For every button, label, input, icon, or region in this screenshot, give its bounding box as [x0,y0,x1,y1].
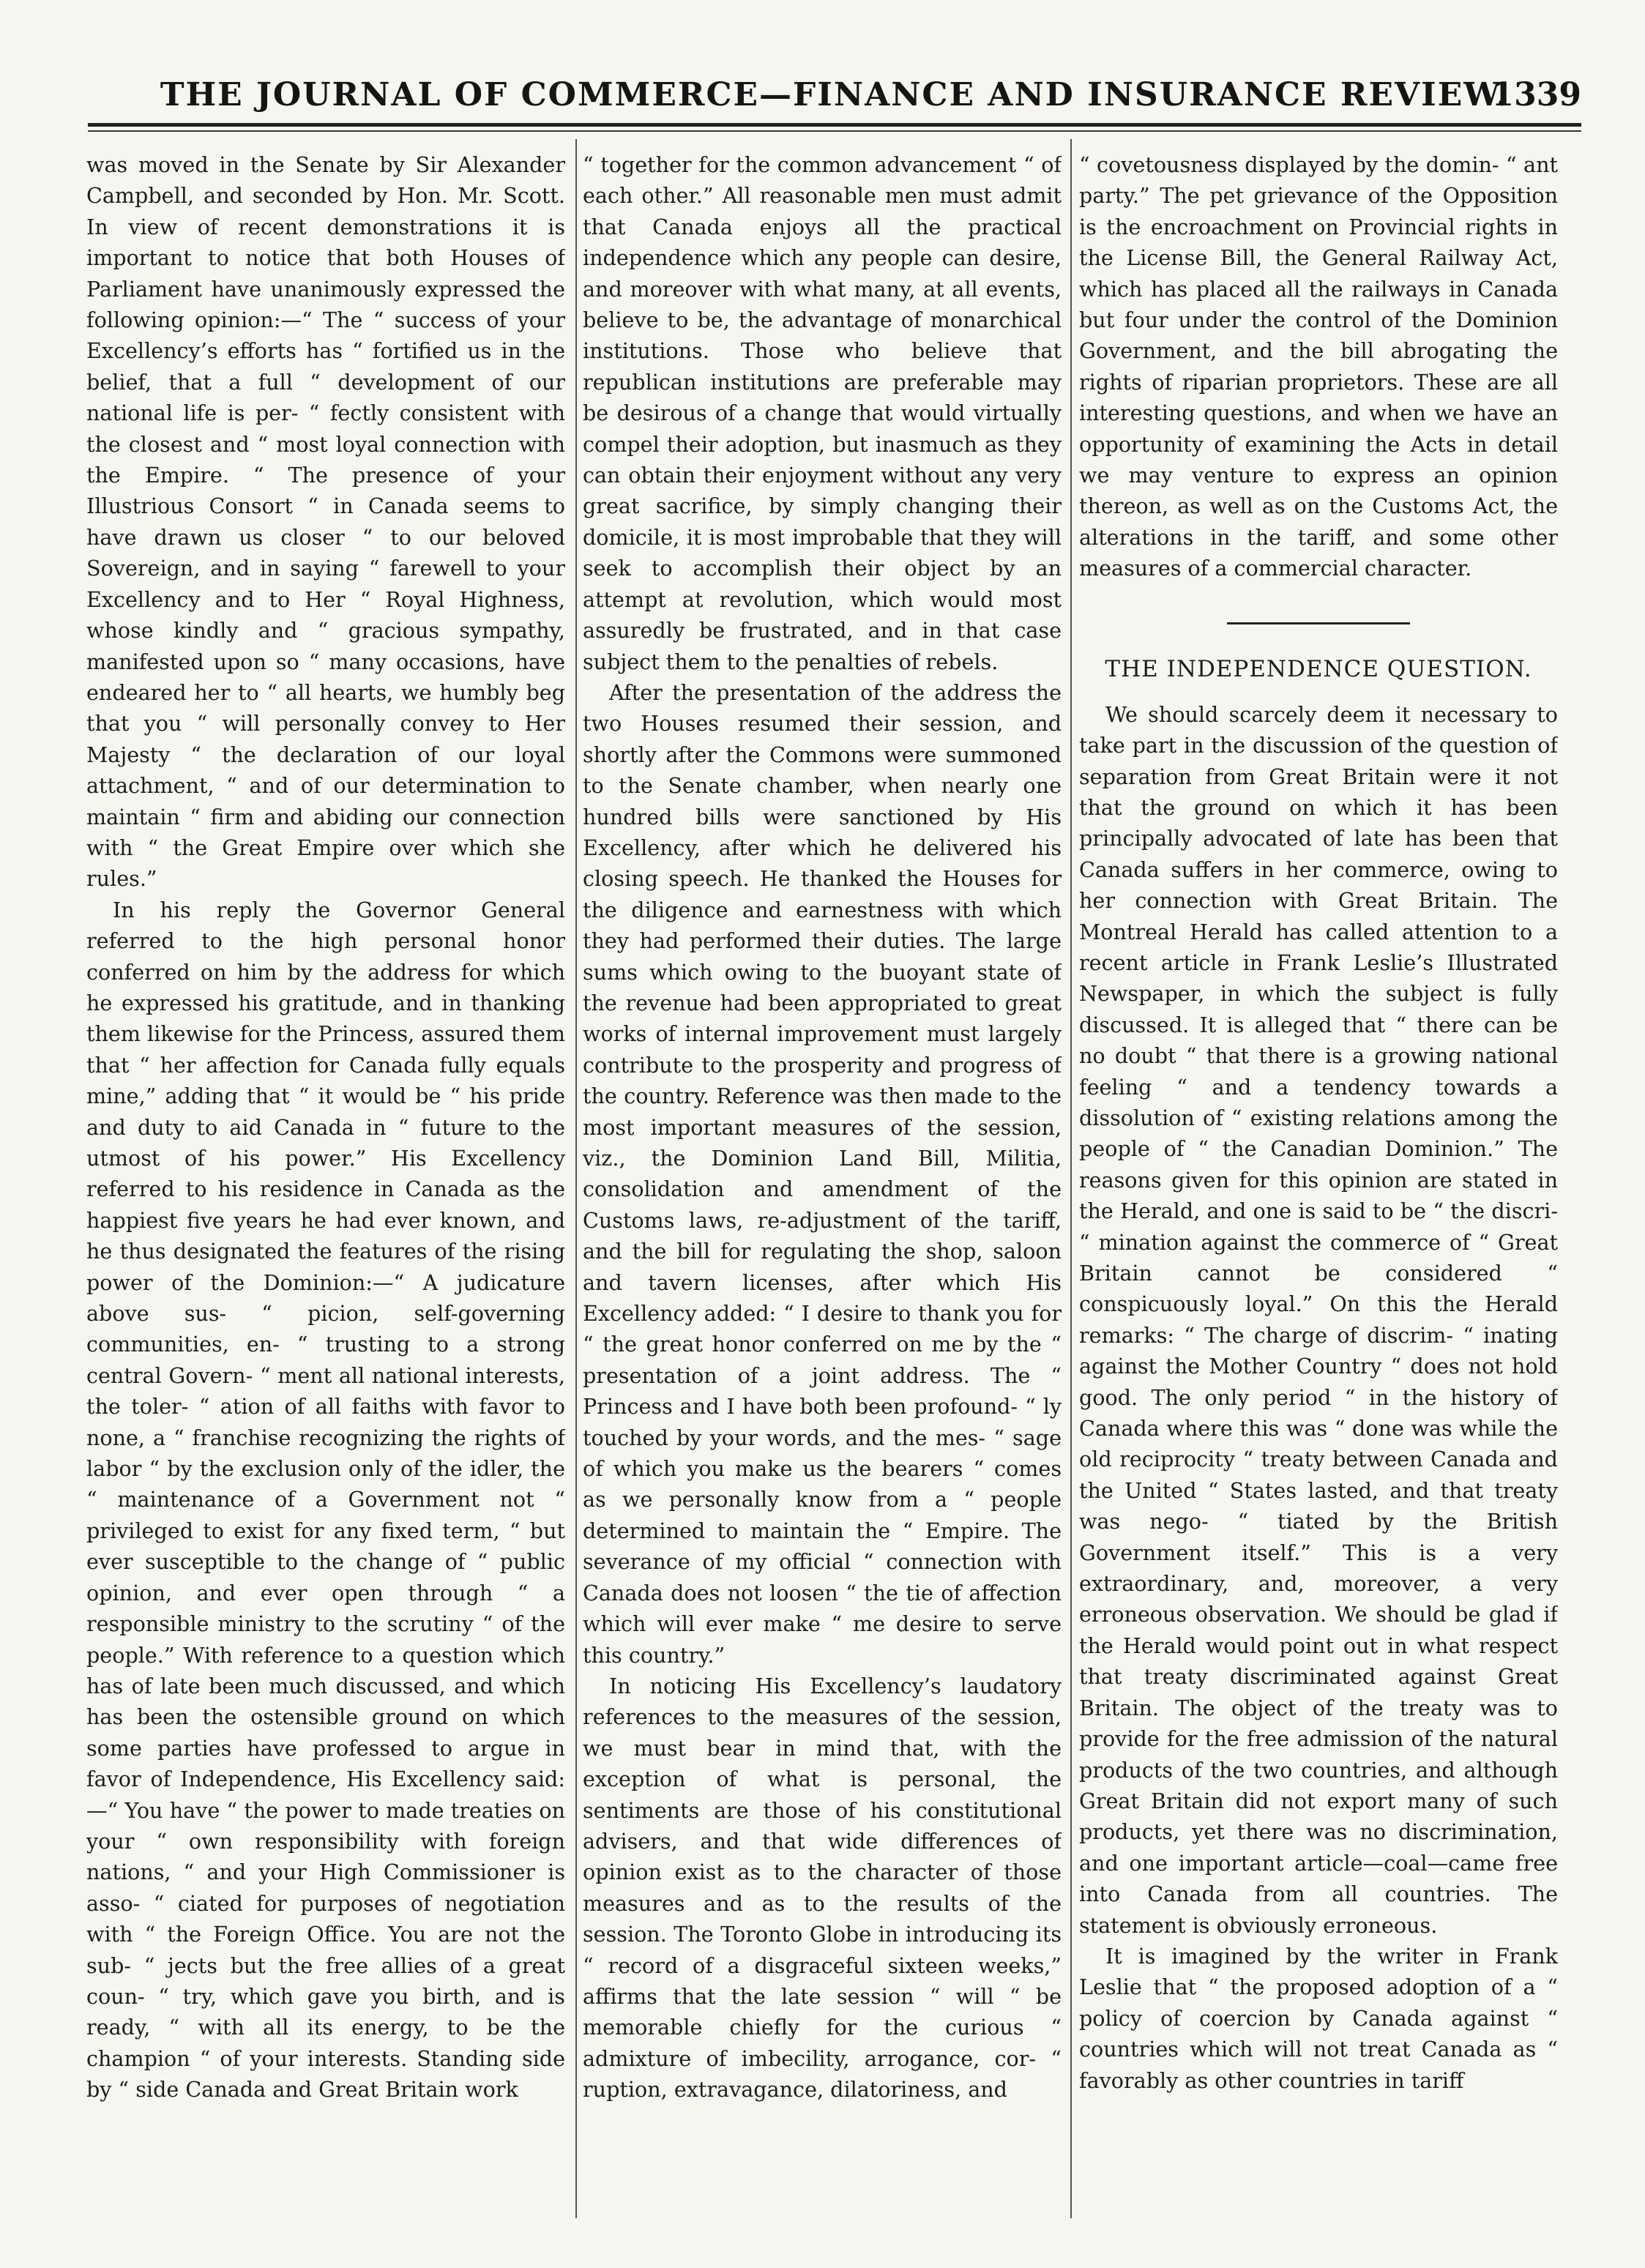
paragraph: “ together for the common advancement “ of each other.” All reasonable men must admit that Canada enjoys all the practical independence which any people can desire, and moreover with what many, at all events, believe to be, the advantage of monarchical institutions. Those who believe that republican institutions are preferable may be desirous of a change that would virtually compel their adoption, but inasmuch as they can obtain their enjoyment without any very great sacrifice, by simply changing their domicile, it is most improbable that they will seek to accomplish their object by an attempt at revolution, which would most assuredly be frustrated, and in that case subject them to the penalties of rebels. [583,152,1062,674]
column-3 [1079,149,1558,2228]
section-divider [1227,622,1410,624]
section-heading: THE INDEPENDENCE QUESTION. [1105,655,1532,682]
paragraph: was moved in the Senate by Sir Alexander Campbell, and seconded by Hon. Mr. Scott. In view of recent demonstrations it is important to notice that both Houses of Parliament have unanimously expressed the following opinion:—“ The “ success of your Excellency’s efforts has “ fortified us in the belief, that a full “ development of our national life is per- “ fectly consistent with the closest and “ most loyal connection with the Empire. “ The presence of your Illustrious Consort “ in Canada seems to have drawn us closer “ to our beloved Sovereign, and in saying “ farewell to your Excellency and to Her “ Royal Highness, whose kindly and “ gracious sympathy, manifested upon so “ many occasions, have endeared her to “ all hearts, we humbly beg that you “ will personally convey to Her Majesty “ the declaration of our loyal attachment, “ and of our determination to maintain “ firm and abiding our connection with “ the Great Empire over which she rules.” [86,152,565,892]
paragraph: We should scarcely deem it necessary to take part in the discussion of the question of separation from Great Britain were it not that the ground on which it has been principally advocated of late has been that Canada suffers in her commerce, owing to her connection with Great Britain. The Montreal Herald has called attention to a recent article in Frank Leslie’s Illustrated Newspaper, in which the subject is fully discussed. It is alleged that “ there can be no doubt “ that there is a growing national feeling “ and a tendency towards a dissolution of “ existing relations among the people of “ the Canadian Dominion.” The reasons given for this opinion are stated in the Herald, and one is said to be “ the discri- “ mination against the commerce of “ Great Britain cannot be considered “ conspicuously loyal.” On this the Herald remarks: “ The charge of discrim- “ inating against the Mother Country “ does not hold good. The only period “ in the history of Canada where this was “ done was while the old reciprocity “ treaty between Canada and the United “ States lasted, and that treaty was nego- “ tiated by the British Government itself.” This is a very extraordinary, and, moreover, a very erroneous observation. We should be glad if the Herald would point out in what respect that treaty discriminated against Great Britain. The object of the treaty was to provide for the free admission of the natural products of the two countries, and although Great Britain did not export many of such products, yet there was no discrimination, and one important article—coal—came free into Canada from all countries. The statement is obviously erroneous. [1079,701,1558,1938]
column-divider-1 [575,139,577,2218]
page-number: 1339 [1491,76,1581,113]
header-rule-thin [88,130,1581,132]
page-header [88,70,1581,122]
header-rule-thick [88,123,1581,127]
column-1 [86,149,565,2228]
paragraph: In noticing His Excellency’s laudatory references to the measures of the session, we must bear in mind that, with the exception of what is personal, the sentiments are those of his constitutional advisers, and that wide differences of opinion exist as to the character of those measures and as to the results of the session. The Toronto Globe in introducing its “ record of a disgraceful sixteen weeks,” affirms that the late session “ will “ be memorable chiefly for the curious “ admixture of imbecility, arrogance, cor- “ ruption, extravagance, dilatoriness, and [583,1673,1062,2103]
column-2 [583,149,1062,2228]
paragraph: After the presentation of the address the two Houses resumed their session, and shortly after the Commons were summoned to the Senate chamber, when nearly one hundred bills were sanctioned by His Excellency, after which he delivered his closing speech. He thanked the Houses for the diligence and earnestness with which they had performed their duties. The large sums which owing to the buoyant state of the revenue had been appropriated to great works of internal improvement must largely contribute to the prosperity and progress of the country. Reference was then made to the most important measures of the session, viz., the Dominion Land Bill, Militia, consolidation and amendment of the Customs laws, re-adjustment of the tariff, and the bill for regulating the shop, saloon and tavern licenses, after which His Excellency added: “ I desire to thank you for “ the great honor conferred on me by the “ presentation of a joint address. The “ Princess and I have both been profound- “ ly touched by your words, and the mes- “ sage of which you make us the bearers “ comes as we personally know from a “ people determined to maintain the “ Empire. The severance of my official “ connection with Canada does not loosen “ the tie of affection which will ever make “ me desire to serve this country.” [583,679,1062,1668]
paragraph: It is imagined by the writer in Frank Leslie that “ the proposed adoption of a “ policy of coercion by Canada against “ countries which will not treat Canada as “ favorably as other countries in tariff [1079,1943,1558,2093]
column-divider-2 [1070,139,1072,2218]
paragraph: In his reply the Governor General referred to the high personal honor conferred on him by the address for which he expressed his gratitude, and in thanking them likewise for the Princess, assured them that “ her affection for Canada fully equals mine,” adding that “ it would be “ his pride and duty to aid Canada in “ future to the utmost of his power.” His Excellency referred to his residence in Canada as the happiest five years he had ever known, and he thus designated the features of the rising power of the Dominion:—“ A judicature above sus- “ picion, self-governing communities, en- “ trusting to a strong central Govern- “ ment all national interests, the toler- “ ation of all faiths with favor to none, a “ franchise recognizing the rights of labor “ by the exclusion only of the idler, the “ maintenance of a Government not “ privileged to exist for any fixed term, “ but ever susceptible to the change of “ public opinion, and ever open through “ a responsible ministry to the scrutiny “ of the people.” With reference to a question which has of late been much discussed, and which has been the ostensible ground on which some parties have professed to argue in favor of Independence, His Excellency said:—“ You have “ the power to made treaties on your “ own responsibility with foreign nations, “ and your High Commissioner is asso- “ ciated for purposes of negotiation with “ the Foreign Office. You are not the sub- “ jects but the free allies of a great coun- “ try, which gave you birth, and is ready, “ with all its energy, to be the champion “ of your interests. Standing side by “ side Canada and Great Britain work [86,897,565,2103]
journal-title: THE JOURNAL OF COMMERCE—FINANCE AND INSURANCE REVIEW. [160,76,1510,113]
paragraph: “ covetousness displayed by the domin- “ ant party.” The pet grievance of the Opposition is the encroachment on Provincial rights in the License Bill, the General Railway Act, which has placed all the railways in Canada but four under the control of the Dominion Government, and the bill abrogating the rights of riparian proprietors. These are all interesting questions, and when we have an opportunity of examining the Acts in detail we may venture to express an opinion thereon, as well as on the Customs Act, the alterations in the tariff, and some other measures of a commercial character. [1079,152,1558,581]
